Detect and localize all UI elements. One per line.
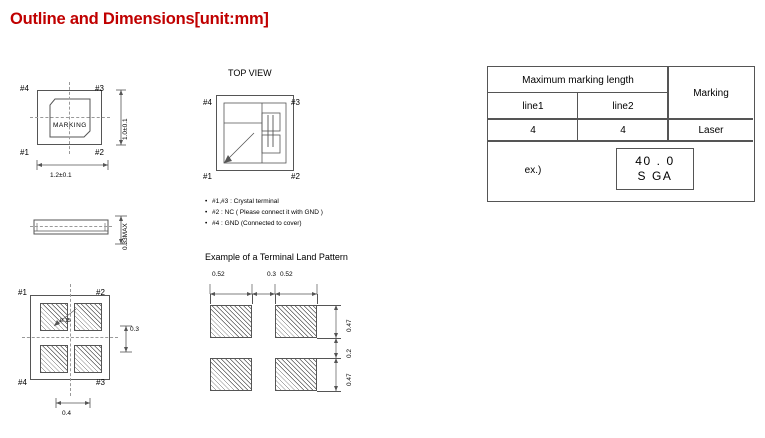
pin-label-4: #4 bbox=[20, 84, 29, 93]
marking-example-line2: S GA bbox=[637, 169, 673, 183]
bullet-icon: • bbox=[205, 198, 208, 205]
bullet-icon: • bbox=[205, 220, 208, 227]
terminal-notes bbox=[205, 196, 323, 229]
pin-label-1: #1 bbox=[20, 148, 29, 157]
thickness-dimension-label: 0.33MAX bbox=[122, 223, 129, 250]
land-dim-top-2: 0.52 bbox=[280, 271, 293, 278]
hole-leader-line bbox=[52, 306, 82, 328]
bullet-icon: • bbox=[205, 209, 208, 216]
top-view-pin-label-4: #4 bbox=[203, 98, 212, 107]
centerline-horizontal bbox=[30, 117, 110, 118]
height-dimension-label: 1.0±0.1 bbox=[122, 118, 129, 140]
land-right-dimensions bbox=[330, 300, 346, 396]
land-dim-top-0: 0.52 bbox=[212, 271, 225, 278]
land-ext-line-2 bbox=[275, 294, 276, 304]
note-text-2: #4 : GND (Connected to cover) bbox=[212, 220, 302, 227]
bottom-pin-label-1: #1 bbox=[18, 288, 27, 297]
side-view-outline bbox=[33, 215, 113, 241]
top-view-pin-label-1: #1 bbox=[203, 172, 212, 181]
width-dimension-arrow bbox=[30, 160, 115, 174]
note-text-1: #2 : NC ( Please connect it with GND ) bbox=[212, 209, 323, 216]
top-view-internals bbox=[216, 95, 294, 171]
land-ext-line-1 bbox=[252, 294, 253, 304]
marking-table-val-method: Laser bbox=[698, 124, 724, 136]
table-sep-h3 bbox=[488, 140, 753, 142]
page-title: Outline and Dimensions[unit:mm] bbox=[10, 10, 269, 28]
land-dim-right-0: 0.47 bbox=[346, 319, 353, 332]
note-item-1 bbox=[205, 207, 323, 218]
bottom-pin-label-2: #2 bbox=[96, 288, 105, 297]
bottom-centerline-vertical bbox=[70, 284, 71, 396]
bottom-pin-label-4: #4 bbox=[18, 378, 27, 387]
pad-pitch-dimension-label: 0.4 bbox=[62, 410, 72, 417]
marking-table-val-line1: 4 bbox=[530, 124, 536, 136]
land-dim-right-2: 0.47 bbox=[346, 373, 353, 386]
hole-dimension-label: 0.15 bbox=[60, 318, 71, 324]
land-ext-line-0 bbox=[210, 294, 211, 304]
land-pad-2 bbox=[275, 305, 317, 338]
top-view-pin-label-3: #3 bbox=[291, 98, 300, 107]
marking-table-header-span: Maximum marking length bbox=[522, 74, 634, 86]
package-inner-outline bbox=[49, 98, 91, 138]
land-pad-4 bbox=[210, 358, 252, 391]
table-sep-h2 bbox=[488, 118, 753, 120]
marking-table bbox=[487, 66, 755, 202]
side-centerline bbox=[30, 226, 112, 227]
land-ext-line-3 bbox=[317, 294, 318, 304]
width-dimension-label: 1.2±0.1 bbox=[50, 172, 72, 179]
top-view-pin-label-2: #2 bbox=[291, 172, 300, 181]
land-dim-top-1: 0.3 bbox=[267, 271, 277, 278]
centerline-vertical bbox=[69, 82, 70, 154]
marking-table-header-marking: Marking bbox=[693, 87, 729, 99]
pad-gap-dimension-label: 0.3 bbox=[130, 326, 140, 333]
top-view-caption: TOP VIEW bbox=[228, 68, 272, 78]
table-sep-v1 bbox=[577, 92, 578, 140]
marking-text: MARKING bbox=[53, 122, 87, 129]
land-pad-1 bbox=[210, 305, 252, 338]
marking-example-line1: 40 . 0 bbox=[635, 154, 675, 168]
bottom-centerline-horizontal bbox=[22, 337, 118, 338]
pin-label-2: #2 bbox=[95, 148, 104, 157]
note-text-0: #1,#3 : Crystal terminal bbox=[212, 198, 279, 205]
marking-table-example-label: ex.) bbox=[524, 165, 542, 176]
pad-4 bbox=[40, 345, 68, 373]
pad-3 bbox=[74, 345, 102, 373]
note-item-0 bbox=[205, 196, 323, 207]
marking-table-col-line1: line1 bbox=[522, 100, 544, 112]
pin-label-3: #3 bbox=[95, 84, 104, 93]
land-dim-right-1: 0.2 bbox=[346, 348, 353, 358]
table-sep-v2 bbox=[667, 67, 669, 140]
note-item-2 bbox=[205, 218, 323, 229]
marking-example-chip bbox=[616, 148, 694, 190]
pad-pitch-dimension-arrow bbox=[50, 398, 100, 412]
bottom-pin-label-3: #3 bbox=[96, 378, 105, 387]
land-pattern-caption: Example of a Terminal Land Pattern bbox=[205, 252, 348, 262]
land-pad-3 bbox=[275, 358, 317, 391]
table-sep-h1 bbox=[488, 92, 668, 93]
marking-table-val-line2: 4 bbox=[620, 124, 626, 136]
marking-table-col-line2: line2 bbox=[612, 100, 634, 112]
